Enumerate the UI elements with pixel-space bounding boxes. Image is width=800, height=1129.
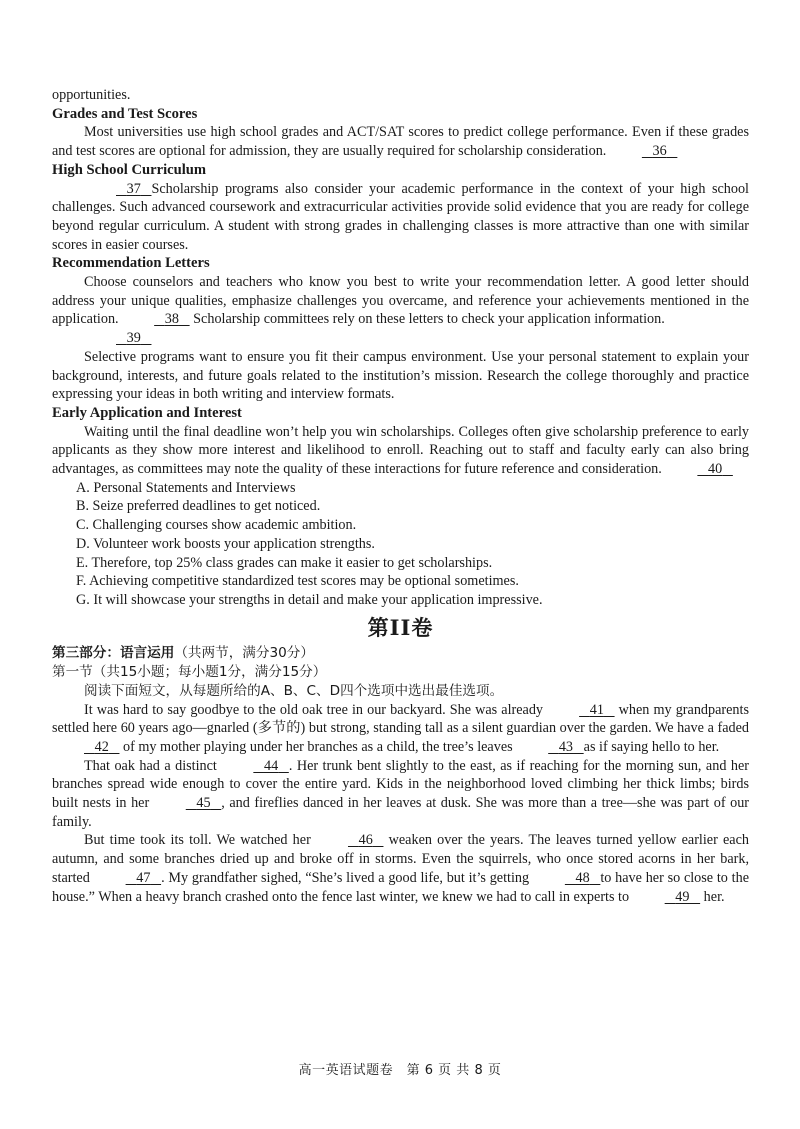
paragraph-grades — [52, 123, 749, 160]
cloze-paragraph-1 — [52, 701, 749, 757]
cloze-text: , and fireflies danced in her leaves at dusk. She was more than a tree—she was part of our family. — [52, 795, 750, 830]
cloze-text: to have her so close to the house.” When a heavy branch crashed onto the fence last winter, we knew we had to call in experts to — [52, 869, 749, 905]
blank-40: 40 — [708, 461, 723, 478]
cloze-text: But time took its toll. We watched her — [84, 832, 311, 849]
cloze-paragraph-2 — [52, 757, 749, 832]
blank-39-line — [52, 329, 749, 348]
paragraph-text: Most universities use high school grades and ACT/SAT scores to predict college performance. Even if these grades and test scores are optional for admission, they are usually required for scholarship consideration. — [52, 124, 749, 160]
option-e: E. Therefore, top 25% class grades can make it easier to get scholarships. — [76, 554, 493, 571]
paragraph-text: Scholarship committees rely on these letters to check your application information. — [193, 311, 665, 328]
paragraph-selective: Selective programs want to ensure you fit their campus environment. Use your personal statement to explain your background, interests, and future goals related to the institution’s mission. Research the college thoroughly and practice expressing your ideas in both writing and interview formats. — [52, 348, 749, 403]
paragraph-curriculum — [52, 180, 749, 255]
part3-heading — [52, 644, 749, 663]
cloze-text: . Her trunk bent slightly to the east, as if reaching for the morning sun, and her branches spread wide enough to cover the entire yard. Kids in the neighborhood loved climbing her thick limbs; birds built nests in her — [52, 757, 749, 812]
option-f: F. Achieving competitive standardized test scores may be optional sometimes. — [76, 573, 519, 590]
section-1-heading: 第一节（共15小题；每小题1分，满分15分） — [52, 664, 327, 681]
paragraph-text: Choose counselors and teachers who know you best to write your recommendation letter. A good letter should address your unique qualities, emphasize challenges you overcame, and reference your achievements mentioned in the application. — [52, 274, 749, 328]
option-a: A. Personal Statements and Interviews — [76, 479, 296, 496]
option-b: B. Seize preferred deadlines to get noticed. — [76, 498, 321, 515]
option-d: D. Volunteer work boosts your application strengths. — [76, 535, 375, 552]
cloze-text: her. — [703, 888, 725, 905]
cloze-text: It was hard to say goodbye to the old oak tree in our backyard. She was already — [84, 701, 544, 718]
blank-39: 39 — [126, 330, 141, 347]
heading-early-application: Early Application and Interest — [52, 404, 242, 421]
part-ii-title: 第II卷 — [367, 614, 434, 640]
blank-48: 48 — [575, 869, 590, 886]
exam-page — [52, 86, 749, 906]
cloze-text: as if saying hello to her. — [583, 738, 720, 755]
blank-36: 36 — [652, 143, 667, 160]
cloze-paragraph-3 — [52, 831, 749, 906]
blank-44: 44 — [263, 757, 279, 774]
option-c: C. Challenging courses show academic ambition. — [76, 517, 357, 534]
page-footer: 高一英语试题卷 第 6 页 共 8 页 — [298, 1063, 502, 1078]
heading-grades: Grades and Test Scores — [52, 105, 198, 122]
blank-42: 42 — [94, 738, 109, 755]
blank-41: 41 — [589, 701, 604, 718]
heading-curriculum: High School Curriculum — [52, 161, 207, 178]
blank-38: 38 — [164, 311, 179, 328]
blank-37: 37 — [126, 180, 141, 197]
cloze-text: That oak had a distinct — [84, 757, 217, 774]
option-g: G. It will showcase your strengths in detail and make your application impressive. — [76, 591, 543, 608]
blank-47: 47 — [136, 869, 151, 886]
cloze-text: when my grandparents settled here 60 years ago—gnarled (多节的) but strong, standing tall as a silent guardian over the garden. We have a faded — [52, 701, 749, 737]
paragraph-early — [52, 423, 749, 479]
paragraph-text: Waiting until the final deadline won’t help you win scholarships. Colleges often give scholarship preference to early applicants as they show more interest and likelihood to enroll. Reaching out to staff and faculty early can also bring advantages, as committees may note the quality of these interactions for future reference and consideration. — [52, 423, 749, 478]
blank-49: 49 — [675, 888, 690, 905]
blank-46: 46 — [358, 832, 373, 849]
paragraph-recommendation — [52, 273, 749, 329]
blank-45: 45 — [196, 795, 211, 812]
part3-title: 第三部分：语言运用 — [52, 645, 175, 662]
cloze-text: . My grandfather sighed, “She’s lived a good life, but it’s getting — [161, 869, 530, 886]
part3-title-note: （共两节，满分30分） — [174, 645, 314, 662]
continuation-text: opportunities. — [52, 87, 131, 103]
paragraph-text: Scholarship programs also consider your academic performance in the context of your high school challenges. Such advanced coursework and extracurricular activities provide solid evidence that you are ready for college beyond regular curriculum. A student with strong grades in challenging classes is more attractive than one with similar scores in easier courses. — [52, 180, 749, 253]
cloze-text: of my mother playing under her branches as a child, the tree’s leaves — [123, 738, 513, 755]
instruction: 阅读下面短文，从每题所给的A、B、C、D四个选项中选出最佳选项。 — [84, 682, 504, 699]
heading-recommendation: Recommendation Letters — [52, 255, 210, 272]
cloze-text: weaken over the years. The leaves turned yellow earlier each autumn, and some branches dried up and broke off in storms. Even the squirrels, who once stored acorns in her bark, started — [52, 832, 749, 886]
blank-43: 43 — [558, 738, 574, 755]
